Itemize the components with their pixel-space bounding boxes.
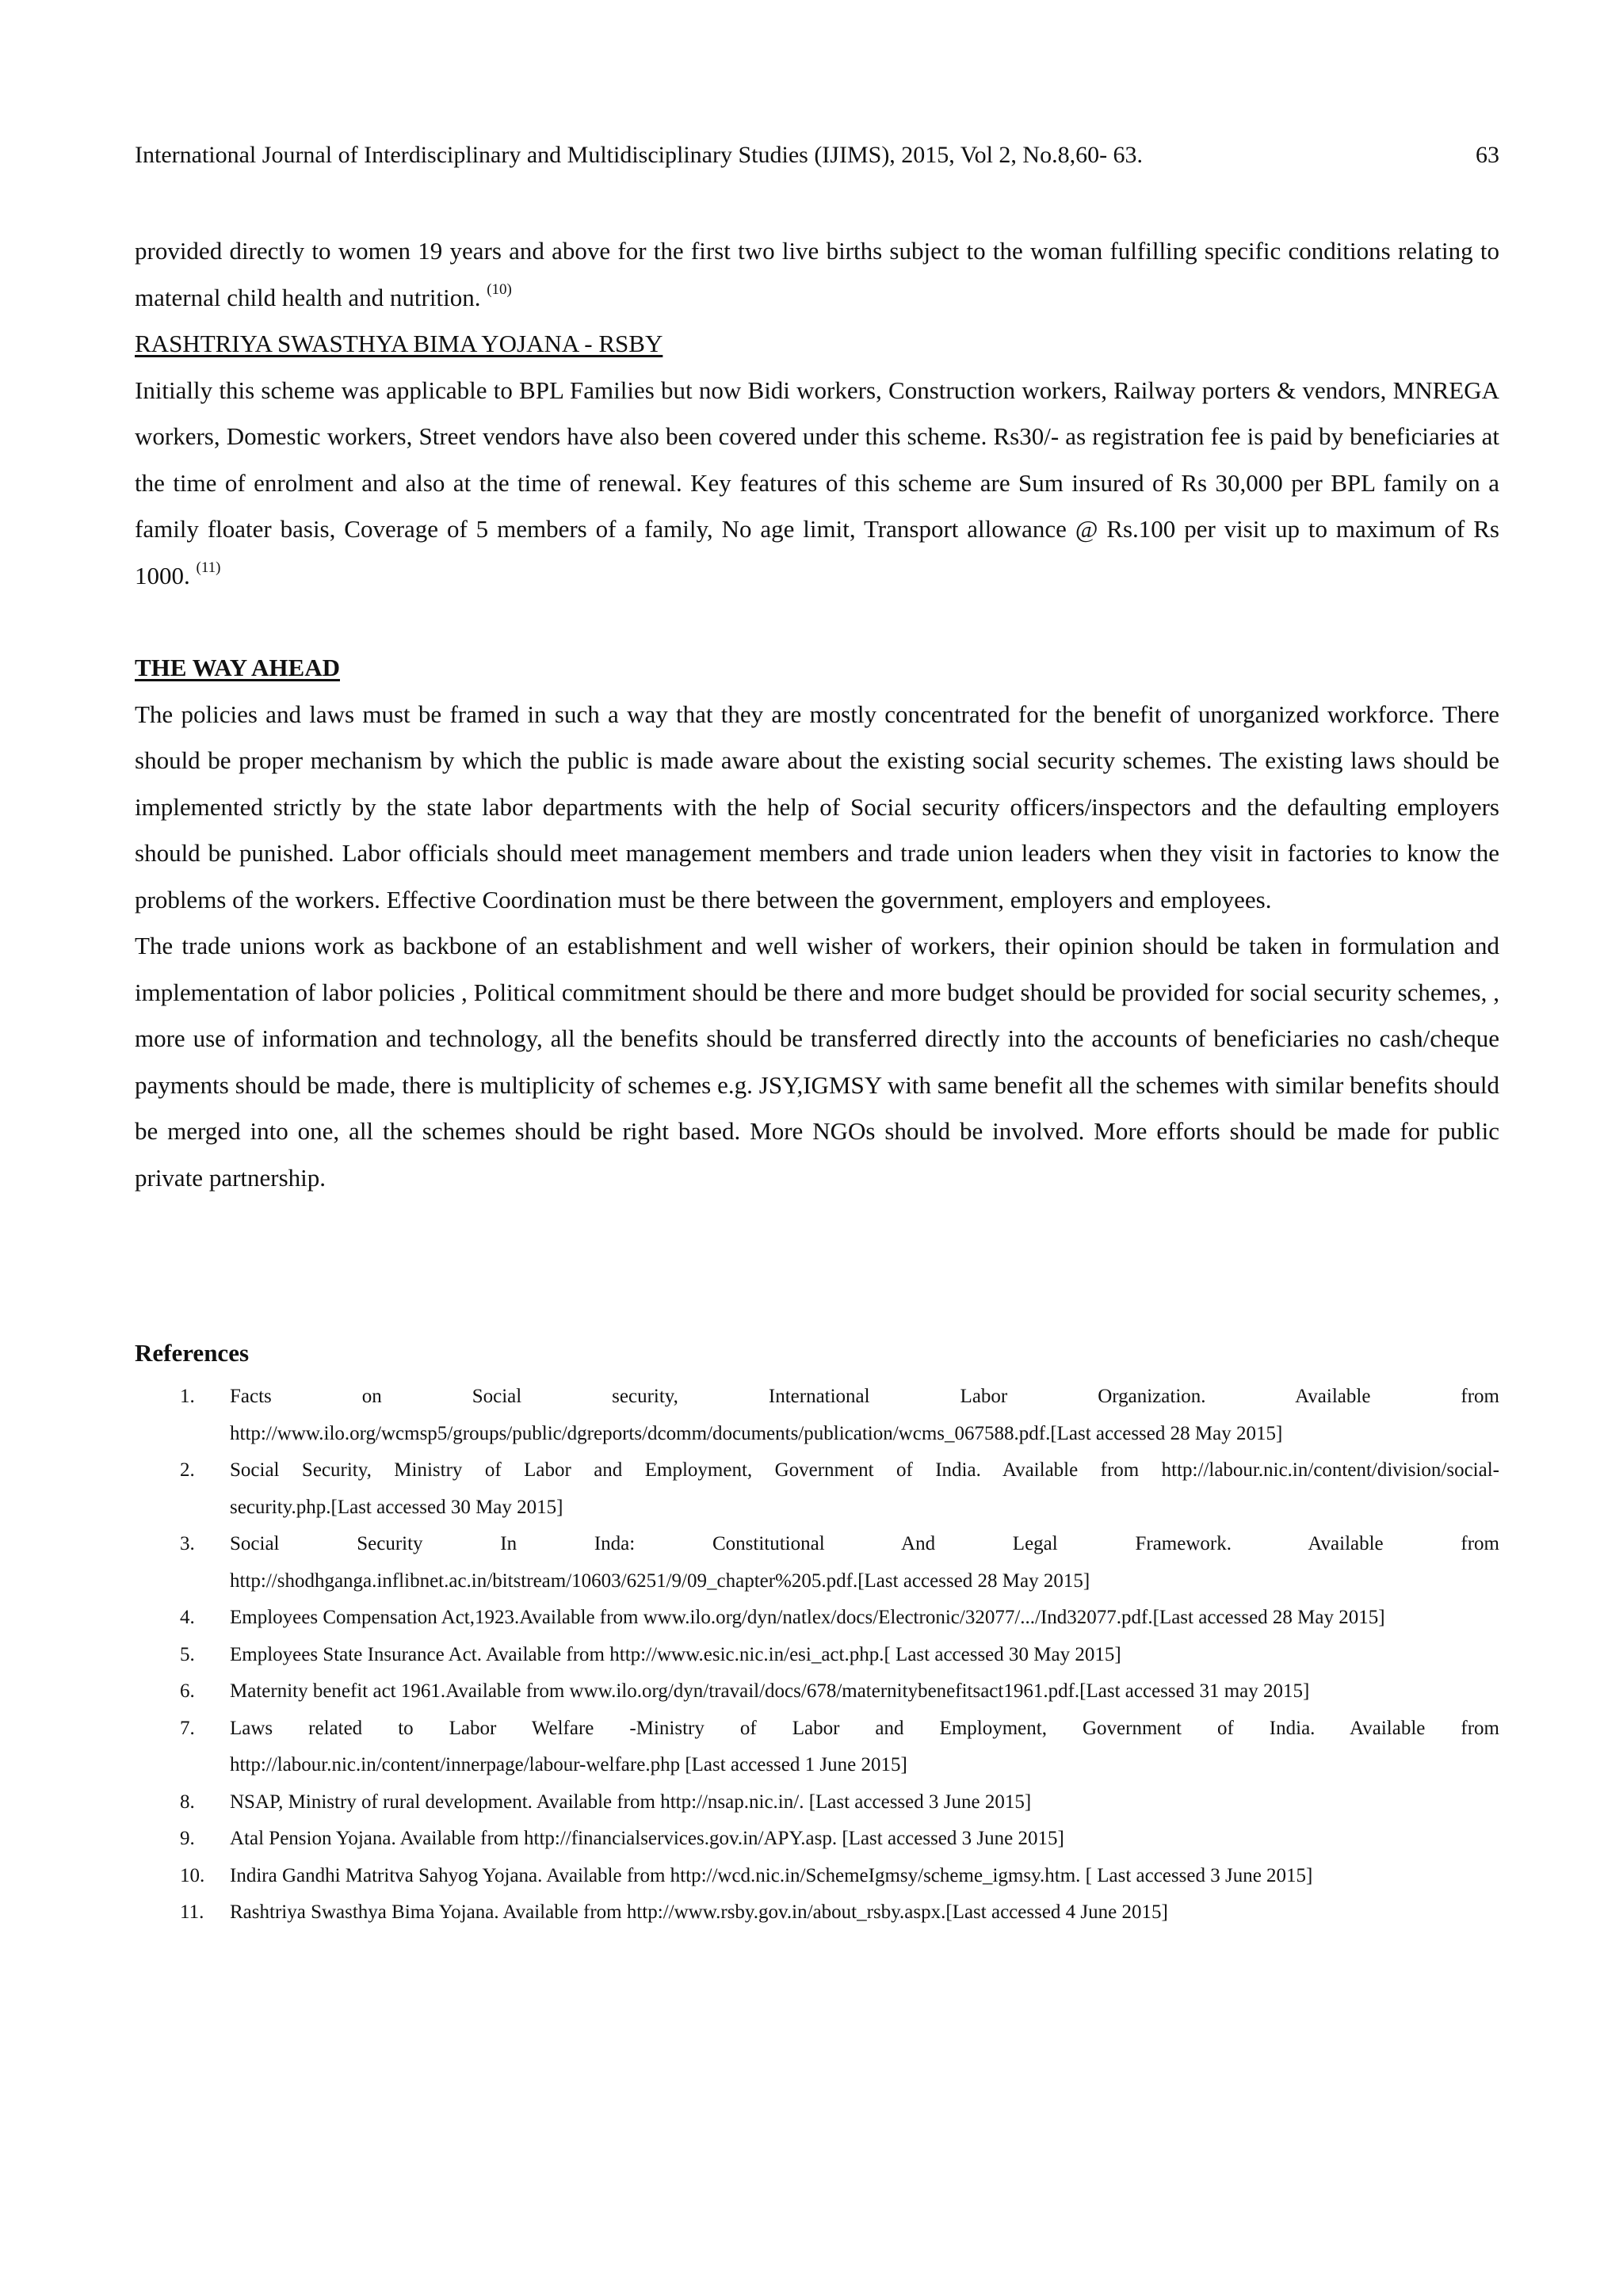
- reference-item: [135, 1526, 1499, 1600]
- rsby-heading-text: RASHTRIYA SWASTHYA BIMA YOJANA - RSBY: [135, 330, 663, 357]
- reference-number: 9.: [180, 1828, 195, 1849]
- reference-item: [135, 1858, 1499, 1895]
- citation-11: (11): [196, 559, 221, 576]
- references-title: References: [135, 1339, 250, 1367]
- page-number: 63: [1476, 142, 1499, 168]
- reference-item: [135, 1637, 1499, 1674]
- reference-link[interactable]: http://www.ilo.org/wcmsp5/groups/public/dgreports/dcomm/documents/publication/wcms_067588.pdf.[Last accessed 28 May 2015]: [230, 1422, 1283, 1444]
- reference-item: [135, 1894, 1499, 1932]
- reference-line[interactable]: Social Security, Ministry of Labor and Employment, Government of India. Available from http://labour.nic.in/content/division/social-: [230, 1459, 1499, 1481]
- intro-text: provided directly to women 19 years and above for the first two live births subject to the woman fulfilling specific conditions relating to maternal child health and nutrition.: [135, 237, 1499, 311]
- reference-line[interactable]: Atal Pension Yojana. Available from http://financialservices.gov.in/APY.asp. [Last accessed 3 June 2015]: [230, 1828, 1064, 1849]
- reference-number: 11.: [180, 1901, 204, 1923]
- reference-number: 8.: [180, 1791, 195, 1813]
- reference-number: 4.: [180, 1607, 195, 1628]
- reference-line[interactable]: NSAP, Ministry of rural development. Available from http://nsap.nic.in/. [Last accessed 3 June 2015]: [230, 1791, 1032, 1813]
- reference-item: [135, 1600, 1499, 1637]
- reference-list: [135, 1379, 1499, 1932]
- reference-item: [135, 1673, 1499, 1711]
- reference-item: [135, 1452, 1499, 1526]
- reference-item: [135, 1711, 1499, 1784]
- journal-citation: International Journal of Interdisciplinary and Multidisciplinary Studies (IJIMS), 2015, Vol 2, No.8,60- 63.: [135, 142, 1144, 168]
- reference-number: 10.: [180, 1864, 205, 1886]
- section-spacer: [135, 599, 1499, 645]
- way-ahead-paragraph-1: The policies and laws must be framed in such a way that they are mostly concentrated for the benefit of unorganized workforce. There should be proper mechanism by which the public is made aware about the existing social security schemes. The existing laws should be implemented strictly by the state labor departments with the help of Social security officers/inspectors and the defaulting employers should be punished. Labor officials should meet management members and trade union leaders when they visit in factories to know the problems of the workers. Effective Coordination must be there between the government, employers and employees.: [135, 700, 1499, 913]
- reference-item: [135, 1784, 1499, 1821]
- reference-link[interactable]: http://labour.nic.in/content/innerpage/labour-welfare.php [Last accessed 1 June 2015]: [230, 1754, 907, 1775]
- rsby-paragraph: [135, 368, 1499, 600]
- way-ahead-heading-text: THE WAY AHEAD: [135, 654, 340, 681]
- reference-item: [135, 1821, 1499, 1858]
- reference-line[interactable]: Rashtriya Swasthya Bima Yojana. Available from http://www.rsby.gov.in/about_rsby.aspx.[Last accessed 4 June 2015]: [230, 1901, 1168, 1923]
- reference-line[interactable]: Indira Gandhi Matritva Sahyog Yojana. Available from http://wcd.nic.in/SchemeIgmsy/scheme_igmsy.htm. [ Last accessed 3 June 2015]: [230, 1864, 1313, 1886]
- reference-link[interactable]: http://shodhganga.inflibnet.ac.in/bitstream/10603/6251/9/09_chapter%205.pdf.[Last accessed 28 May 2015]: [230, 1569, 1090, 1592]
- reference-number: 7.: [180, 1717, 195, 1739]
- reference-link[interactable]: security.php.[Last accessed 30 May 2015]: [230, 1496, 563, 1518]
- references-section: [135, 1337, 1499, 1932]
- reference-line[interactable]: Employees State Insurance Act. Available from http://www.esic.nic.in/esi_act.php.[ Last accessed 30 May 2015]: [230, 1643, 1121, 1665]
- rsby-text: Initially this scheme was applicable to BPL Families but now Bidi workers, Construction workers, Railway porters & vendors, MNREGA workers, Domestic workers, Street vendors have also been covered under this scheme. Rs30/- as registration fee is paid by beneficiaries at the time of enrolment and also at the time of renewal. Key features of this scheme are Sum insured of Rs 30,000 per BPL family on a family floater basis, Coverage of 5 members of a family, No age limit, Transport allowance @ Rs.100 per visit up to maximum of Rs 1000.: [135, 376, 1499, 589]
- reference-line[interactable]: Employees Compensation Act,1923.Available from www.ilo.org/dyn/natlex/docs/Electronic/32077/.../Ind32077.pdf.[Last accessed 28 May 2015]: [230, 1607, 1385, 1628]
- reference-line: Laws related to Labor Welfare -Ministry of Labor and Employment, Government of India. Available from: [230, 1717, 1499, 1739]
- way-ahead-heading: [135, 645, 1499, 692]
- reference-line[interactable]: Maternity benefit act 1961.Available from www.ilo.org/dyn/travail/docs/678/maternitybenefitsact1961.pdf.[Last accessed 31 may 2015]: [230, 1680, 1310, 1702]
- body-text: [135, 228, 1499, 1201]
- intro-paragraph: [135, 228, 1499, 321]
- way-ahead-paragraph-2: The trade unions work as backbone of an establishment and well wisher of workers, their opinion should be taken in formulation and implementation of labor policies , Political commitment should be there and more budget should be provided for social security schemes, , more use of information and technology, all the benefits should be transferred directly into the accounts of beneficiaries no cash/cheque payments should be made, there is multiplicity of schemes e.g. JSY,IGMSY with same benefit all the schemes with similar benefits should be merged into one, all the schemes should be right based. More NGOs should be involved. More efforts should be made for public private partnership.: [135, 932, 1499, 1192]
- citation-10: (10): [487, 280, 512, 298]
- reference-number: 1.: [180, 1386, 195, 1407]
- reference-number: 6.: [180, 1680, 195, 1702]
- reference-number: 2.: [180, 1459, 195, 1481]
- rsby-heading: [135, 321, 1499, 368]
- reference-line: Social Security In Inda: Constitutional And Legal Framework. Available from: [230, 1533, 1499, 1554]
- reference-line: Facts on Social security, International Labor Organization. Available from: [230, 1386, 1499, 1407]
- reference-number: 5.: [180, 1643, 195, 1665]
- reference-number: 3.: [180, 1533, 195, 1554]
- reference-item: [135, 1379, 1499, 1452]
